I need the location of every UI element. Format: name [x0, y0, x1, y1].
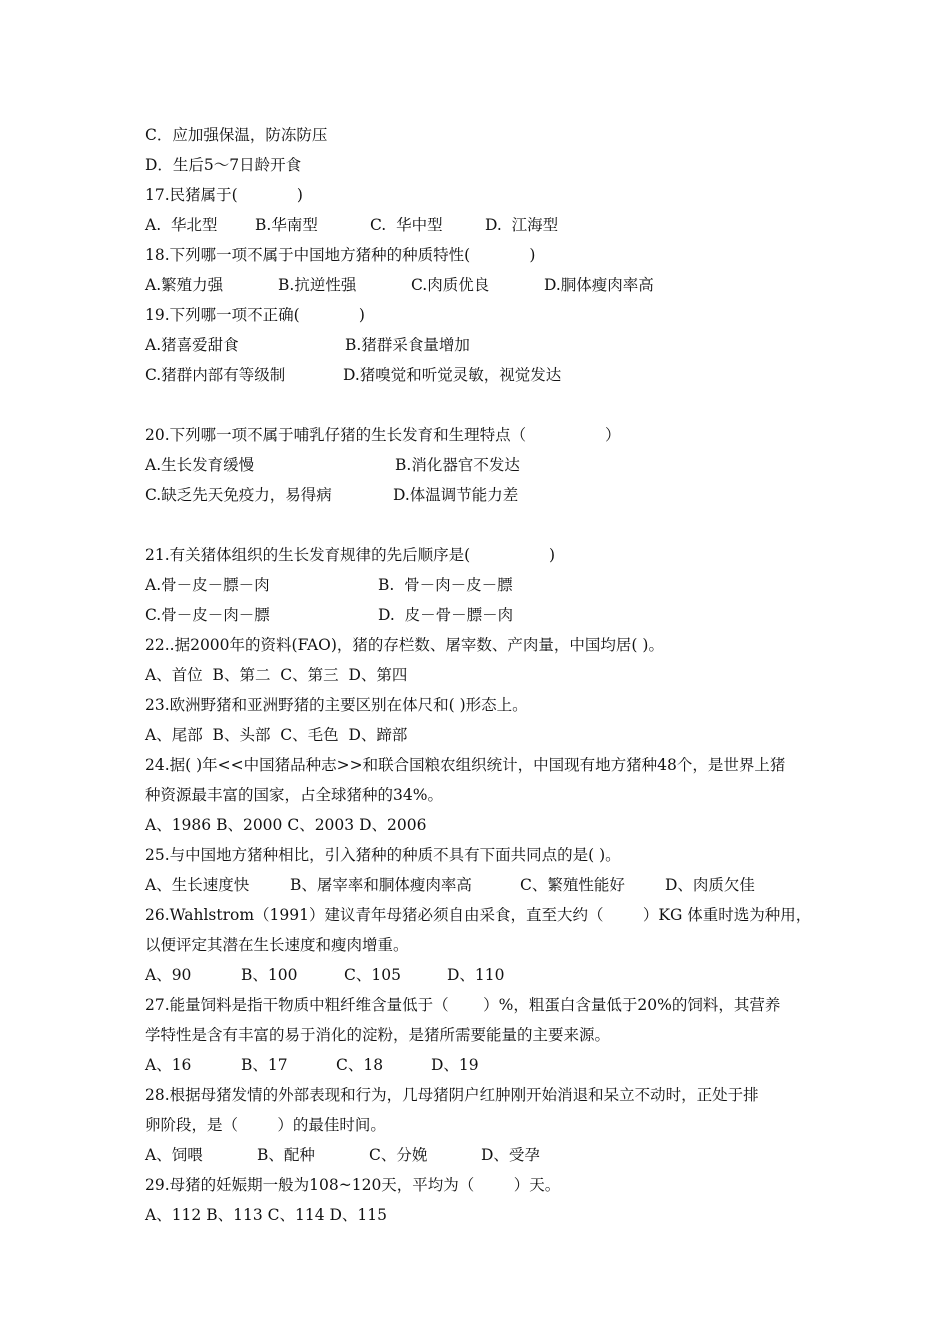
answer-options-line: [145, 570, 810, 600]
text-line: 20.下列哪一项不属于哺乳仔猪的生长发育和生理特点（ ）: [145, 426, 621, 444]
text-line: 以便评定其潜在生长速度和瘦肉增重。: [145, 936, 409, 954]
answer-option: B、17: [241, 1056, 288, 1074]
answer-option: B.抗逆性强: [278, 276, 357, 294]
answer-options-line: [145, 330, 810, 360]
answer-option: D. 江海型: [485, 216, 559, 234]
text-line: 卵阶段，是（ ）的最佳时间。: [145, 1116, 386, 1134]
answer-options-line: [145, 600, 810, 630]
answer-option: A、生长速度快: [145, 876, 250, 894]
document-page: [145, 120, 810, 1230]
text-line: 28.根据母猪发情的外部表现和行为，几母猪阴户红肿刚开始消退和呆立不动时，正处于排: [145, 1086, 759, 1104]
answer-option: D. 皮－骨－膘－肉: [378, 606, 514, 624]
answer-options-line: [145, 960, 810, 990]
answer-option: C.猪群内部有等级制: [145, 366, 286, 384]
answer-option: C、分娩: [369, 1146, 428, 1164]
answer-option: D.体温调节能力差: [393, 486, 519, 504]
text-line: 19.下列哪一项不正确( ): [145, 306, 365, 324]
text-line: 22..据2000年的资料(FAO)，猪的存栏数、屠宰数、产肉量，中国均居( )。: [145, 636, 664, 654]
answer-option: C. 华中型: [370, 216, 443, 234]
answer-option: B、配种: [257, 1146, 315, 1164]
answer-option: D、19: [431, 1056, 479, 1074]
text-line: 26.Wahlstrom（1991）建议青年母猪必须自由采食，直至大约（ ）KG 体重时选为种用，: [145, 906, 812, 924]
answer-option: A.生长发育缓慢: [145, 456, 255, 474]
answer-options-line: [145, 480, 810, 510]
answer-option: A. 华北型: [145, 216, 218, 234]
answer-option: A、16: [145, 1056, 192, 1074]
answer-options-line: [145, 1140, 810, 1170]
text-line: 23.欧洲野猪和亚洲野猪的主要区别在体尺和( )形态上。: [145, 696, 528, 714]
blank-line: [145, 510, 810, 540]
text-line: A、首位 B、第二 C、第三 D、第四: [145, 666, 408, 684]
answer-option: B、屠宰率和胴体瘦肉率高: [290, 876, 472, 894]
answer-options-line: [145, 450, 810, 480]
answer-option: B.消化器官不发达: [395, 456, 520, 474]
blank-line: [145, 390, 810, 420]
text-line: 29.母猪的妊娠期一般为108~120天，平均为（ ）天。: [145, 1176, 561, 1194]
answer-option: A、饲喂: [145, 1146, 203, 1164]
text-line: A、112 B、113 C、114 D、115: [145, 1206, 387, 1224]
text-line: 种资源最丰富的国家，占全球猪种的34%。: [145, 786, 443, 804]
text-line: A、1986 B、2000 C、2003 D、2006: [145, 816, 427, 834]
answer-option: B.华南型: [255, 216, 318, 234]
answer-option: D、受孕: [481, 1146, 540, 1164]
text-line: 17.民猪属于( ): [145, 186, 303, 204]
text-line: 18.下列哪一项不属于中国地方猪种的种质特性( ): [145, 246, 536, 264]
answer-options-line: [145, 870, 810, 900]
answer-option: C.缺乏先天免疫力，易得病: [145, 486, 332, 504]
answer-options-line: [145, 210, 810, 240]
text-line: A、尾部 B、头部 C、毛色 D、蹄部: [145, 726, 408, 744]
text-line: 21.有关猪体组织的生长发育规律的先后顺序是( ): [145, 546, 556, 564]
text-line: 学特性是含有丰富的易于消化的淀粉，是猪所需要能量的主要来源。: [145, 1026, 611, 1044]
answer-option: B、100: [241, 966, 298, 984]
answer-option: A.骨－皮－膘－肉: [145, 576, 270, 594]
text-line: D．生后5～7日龄开食: [145, 156, 302, 174]
answer-option: C.骨－皮－肉－膘: [145, 606, 270, 624]
answer-option: B. 骨－肉－皮－膘: [378, 576, 513, 594]
answer-options-line: [145, 1050, 810, 1080]
answer-option: C、18: [336, 1056, 384, 1074]
text-line: 24.据( )年<<中国猪品种志>>和联合国粮农组织统计，中国现有地方猪种48个，是世界上猪: [145, 756, 786, 774]
answer-option: A.猪喜爱甜食: [145, 336, 239, 354]
answer-option: C、105: [344, 966, 401, 984]
answer-option: C、繁殖性能好: [520, 876, 625, 894]
text-line: 25.与中国地方猪种相比，引入猪种的种质不具有下面共同点的是( )。: [145, 846, 621, 864]
answer-option: D.猪嗅觉和听觉灵敏，视觉发达: [343, 366, 562, 384]
answer-option: D、110: [447, 966, 505, 984]
answer-options-line: [145, 270, 810, 300]
answer-option: A、90: [145, 966, 192, 984]
answer-option: D.胴体瘦肉率高: [544, 276, 654, 294]
text-line: C．应加强保温，防冻防压: [145, 126, 328, 144]
answer-options-line: [145, 360, 810, 390]
answer-option: D、肉质欠佳: [665, 876, 755, 894]
answer-option: C.肉质优良: [411, 276, 490, 294]
answer-option: B.猪群采食量增加: [345, 336, 470, 354]
answer-option: A.繁殖力强: [145, 276, 224, 294]
text-line: 27.能量饲料是指干物质中粗纤维含量低于（ ）%，粗蛋白含量低于20%的饲料，其营养: [145, 996, 781, 1014]
